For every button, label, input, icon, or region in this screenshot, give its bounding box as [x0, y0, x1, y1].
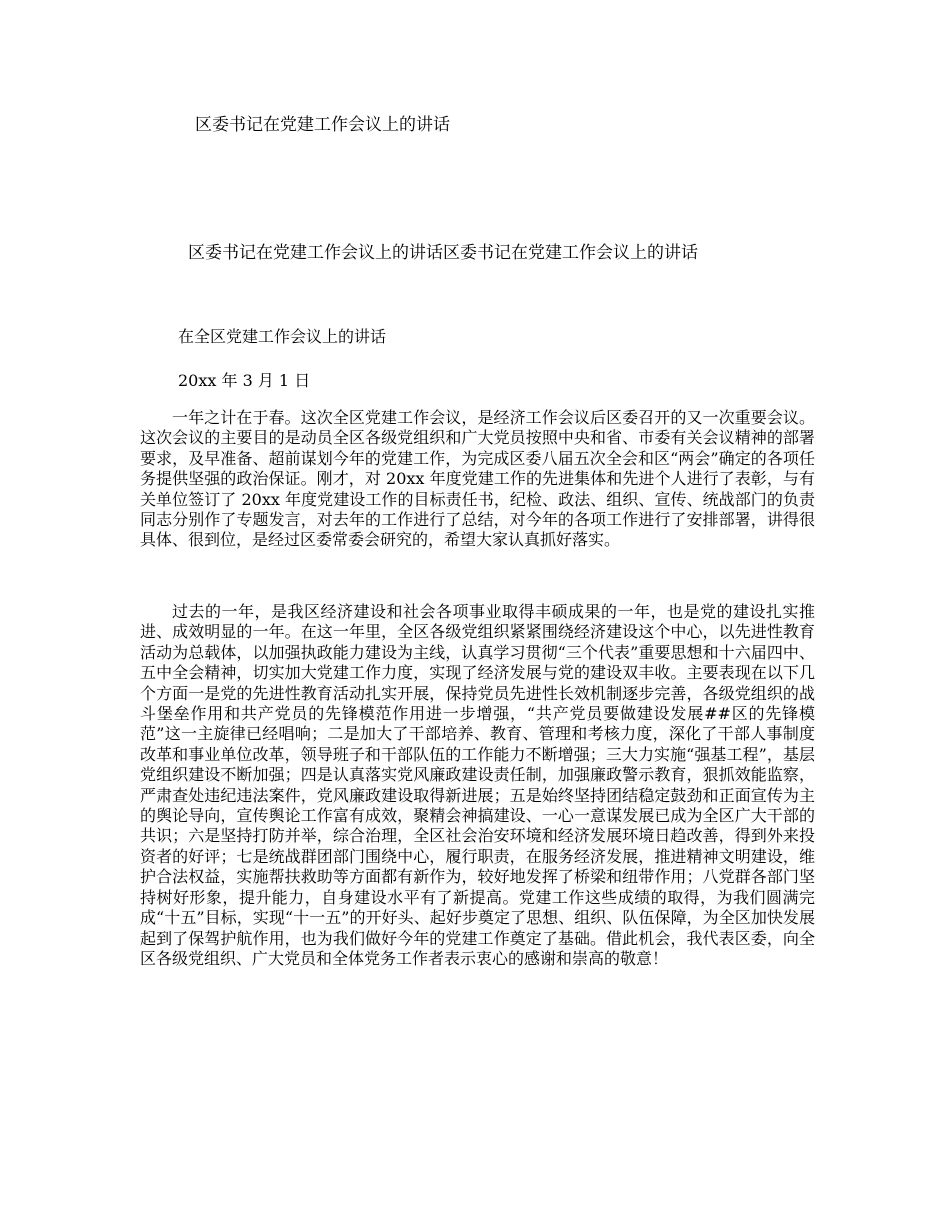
document-subtitle: 区委书记在党建工作会议上的讲话区委书记在党建工作会议上的讲话	[188, 243, 698, 263]
body-paragraph-2: 过去的一年，是我区经济建设和社会各项事业取得丰硕成果的一年，也是党的建设扎实推进、成效明显的一年。在这一年里，全区各级党组织紧紧围绕经济建设这个中心，以先进性教育活动为总载体，以加强执政能力建设为主线，认真学习贯彻“三个代表”重要思想和十六届四中、五中全会精神，切实加大党建工作力度，实现了经济发展与党的建设双丰收。主要表现在以下几个方面一是党的先进性教育活动扎实开展，保持党员先进性长效机制逐步完善，各级党组织的战斗堡垒作用和共产党员的先锋模范作用进一步增强，“共产党员要做建设发展##区的先锋模范”这一主旋律已经唱响；二是加大了干部培养、教育、管理和考核力度，深化了干部人事制度改革和事业单位改革，领导班子和干部队伍的工作能力不断增强；三大力实施“强基工程”，基层党组织建设不断加强；四是认真落实党风廉政建设责任制，加强廉政警示教育，狠抓效能监察，严肃查处违纪违法案件，党风廉政建设取得新进展；五是始终坚持团结稳定鼓劲和正面宣传为主的舆论导向，宣传舆论工作富有成效，聚精会神搞建设、一心一意谋发展已成为全区广大干部的共识；六是坚持打防并举，综合治理，全区社会治安环境和经济发展环境日趋改善，得到外来投资者的好评；七是统战群团部门围绕中心，履行职责，在服务经济发展，推进精神文明建设，维护合法权益，实施帮扶救助等方面都有新作为，较好地发挥了桥梁和纽带作用；八党群各部门坚持树好形象，提升能力，自身建设水平有了新提高。党建工作这些成绩的取得，为我们圆满完成“十五”目标，实现“十一五”的开好头、起好步奠定了思想、组织、队伍保障，为全区加快发展起到了保驾护航作用，也为我们做好今年的党建工作奠定了基础。借此机会，我代表区委，向全区各级党组织、广大党员和全体党务工作者表示衷心的感谢和崇高的敬意！	[140, 602, 815, 968]
document-title: 区委书记在党建工作会议上的讲话	[195, 115, 450, 135]
speech-heading: 在全区党建工作会议上的讲话	[178, 327, 387, 346]
body-paragraph-1: 一年之计在于春。这次全区党建工作会议，是经济工作会议后区委召开的又一次重要会议。这次会议的主要目的是动员全区各级党组织和广大党员按照中央和省、市委有关会议精神的部署要求，及早准备、超前谋划今年的党建工作，为完成区委八届五次全会和区“两会”确定的各项任务提供坚强的政治保证。刚才，对 20xx 年度党建工作的先进集体和先进个人进行了表彰，与有关单位签订了 20xx 年度党建设工作的目标责任书，纪检、政法、组织、宣传、统战部门的负责同志分别作了专题发言，对去年的工作进行了总结，对今年的各项工作进行了安排部署，讲得很具体、很到位，是经过区委常委会研究的，希望大家认真抓好落实。	[140, 408, 815, 550]
speech-date: 20xx 年 3 月 1 日	[178, 371, 311, 390]
